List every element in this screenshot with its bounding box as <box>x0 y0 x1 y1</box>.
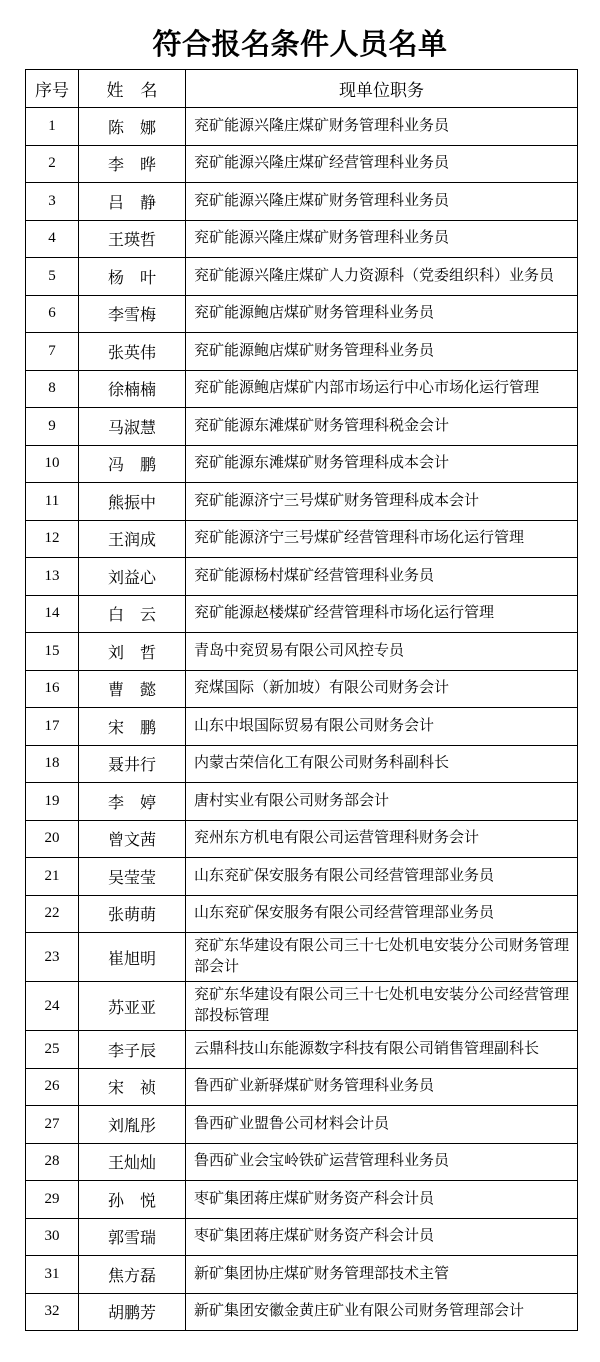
row-number-cell: 6 <box>26 295 79 333</box>
person-name-cell: 崔旭明 <box>79 933 186 982</box>
current-position-cell: 兖矿能源鲍店煤矿财务管理科业务员 <box>186 333 578 371</box>
row-number-cell: 23 <box>26 933 79 982</box>
person-name-cell: 刘益心 <box>79 558 186 596</box>
table-row <box>26 708 578 746</box>
row-number-cell: 10 <box>26 445 79 483</box>
row-number-cell: 13 <box>26 558 79 596</box>
table-row <box>26 1256 578 1294</box>
table-row <box>26 258 578 296</box>
person-name-cell: 王灿灿 <box>79 1143 186 1181</box>
row-number-cell: 29 <box>26 1181 79 1219</box>
row-number-cell: 12 <box>26 520 79 558</box>
column-header-position: 现单位职务 <box>186 70 578 108</box>
person-name-cell: 李 婷 <box>79 783 186 821</box>
person-name-cell: 马淑慧 <box>79 408 186 446</box>
person-name-cell: 郭雪瑞 <box>79 1218 186 1256</box>
table-row <box>26 858 578 896</box>
current-position-cell: 兖矿能源鲍店煤矿内部市场运行中心市场化运行管理 <box>186 370 578 408</box>
row-number-cell: 30 <box>26 1218 79 1256</box>
current-position-cell: 鲁西矿业新驿煤矿财务管理科业务员 <box>186 1068 578 1106</box>
table-row <box>26 108 578 146</box>
person-name-cell: 张萌萌 <box>79 895 186 933</box>
row-number-cell: 28 <box>26 1143 79 1181</box>
row-number-cell: 9 <box>26 408 79 446</box>
current-position-cell: 内蒙古荣信化工有限公司财务科副科长 <box>186 745 578 783</box>
row-number-cell: 15 <box>26 633 79 671</box>
person-name-cell: 熊振中 <box>79 483 186 521</box>
table-row <box>26 183 578 221</box>
row-number-cell: 11 <box>26 483 79 521</box>
eligible-personnel-table <box>25 69 578 1331</box>
table-row <box>26 1031 578 1069</box>
person-name-cell: 曾文茜 <box>79 820 186 858</box>
person-name-cell: 王润成 <box>79 520 186 558</box>
table-row <box>26 1106 578 1144</box>
current-position-cell: 兖矿能源兴隆庄煤矿人力资源科（党委组织科）业务员 <box>186 258 578 296</box>
table-row <box>26 558 578 596</box>
table-row <box>26 483 578 521</box>
person-name-cell: 胡鹏芳 <box>79 1293 186 1331</box>
row-number-cell: 25 <box>26 1031 79 1069</box>
table-row <box>26 220 578 258</box>
row-number-cell: 14 <box>26 595 79 633</box>
current-position-cell: 兖矿能源兴隆庄煤矿财务管理科业务员 <box>186 108 578 146</box>
row-number-cell: 26 <box>26 1068 79 1106</box>
table-row <box>26 982 578 1031</box>
table-row <box>26 820 578 858</box>
person-name-cell: 焦方磊 <box>79 1256 186 1294</box>
current-position-cell: 兖矿能源东滩煤矿财务管理科税金会计 <box>186 408 578 446</box>
current-position-cell: 新矿集团协庄煤矿财务管理部技术主管 <box>186 1256 578 1294</box>
person-name-cell: 孙 悦 <box>79 1181 186 1219</box>
table-row <box>26 445 578 483</box>
person-name-cell: 宋 祯 <box>79 1068 186 1106</box>
row-number-cell: 21 <box>26 858 79 896</box>
row-number-cell: 8 <box>26 370 79 408</box>
table-row <box>26 520 578 558</box>
row-number-cell: 4 <box>26 220 79 258</box>
table-row <box>26 370 578 408</box>
person-name-cell: 陈 娜 <box>79 108 186 146</box>
table-row <box>26 745 578 783</box>
person-name-cell: 冯 鹏 <box>79 445 186 483</box>
row-number-cell: 27 <box>26 1106 79 1144</box>
table-body <box>26 108 578 1331</box>
current-position-cell: 鲁西矿业会宝岭铁矿运营管理科业务员 <box>186 1143 578 1181</box>
table-row <box>26 1068 578 1106</box>
current-position-cell: 山东中垠国际贸易有限公司财务会计 <box>186 708 578 746</box>
current-position-cell: 兖矿能源济宁三号煤矿经营管理科市场化运行管理 <box>186 520 578 558</box>
current-position-cell: 唐村实业有限公司财务部会计 <box>186 783 578 821</box>
row-number-cell: 22 <box>26 895 79 933</box>
person-name-cell: 杨 叶 <box>79 258 186 296</box>
person-name-cell: 徐楠楠 <box>79 370 186 408</box>
table-row <box>26 1293 578 1331</box>
person-name-cell: 曹 懿 <box>79 670 186 708</box>
table-row <box>26 1218 578 1256</box>
current-position-cell: 枣矿集团蒋庄煤矿财务资产科会计员 <box>186 1181 578 1219</box>
table-header-row <box>26 70 578 108</box>
table-row <box>26 1143 578 1181</box>
current-position-cell: 兖煤国际（新加坡）有限公司财务会计 <box>186 670 578 708</box>
row-number-cell: 18 <box>26 745 79 783</box>
current-position-cell: 枣矿集团蒋庄煤矿财务资产科会计员 <box>186 1218 578 1256</box>
row-number-cell: 5 <box>26 258 79 296</box>
person-name-cell: 苏亚亚 <box>79 982 186 1031</box>
current-position-cell: 山东兖矿保安服务有限公司经营管理部业务员 <box>186 895 578 933</box>
table-row <box>26 408 578 446</box>
current-position-cell: 山东兖矿保安服务有限公司经营管理部业务员 <box>186 858 578 896</box>
table-row <box>26 595 578 633</box>
person-name-cell: 李子辰 <box>79 1031 186 1069</box>
current-position-cell: 鲁西矿业盟鲁公司材料会计员 <box>186 1106 578 1144</box>
current-position-cell: 兖矿能源杨村煤矿经营管理科业务员 <box>186 558 578 596</box>
current-position-cell: 兖州东方机电有限公司运营管理科财务会计 <box>186 820 578 858</box>
current-position-cell: 兖矿东华建设有限公司三十七处机电安装分公司财务管理部会计 <box>186 933 578 982</box>
table-header <box>26 70 578 108</box>
table-row <box>26 295 578 333</box>
row-number-cell: 17 <box>26 708 79 746</box>
current-position-cell: 兖矿能源鲍店煤矿财务管理科业务员 <box>186 295 578 333</box>
current-position-cell: 兖矿东华建设有限公司三十七处机电安装分公司经营管理部投标管理 <box>186 982 578 1031</box>
person-name-cell: 李 晔 <box>79 145 186 183</box>
row-number-cell: 3 <box>26 183 79 221</box>
person-name-cell: 刘 哲 <box>79 633 186 671</box>
table-row <box>26 333 578 371</box>
table-row <box>26 1181 578 1219</box>
current-position-cell: 兖矿能源东滩煤矿财务管理科成本会计 <box>186 445 578 483</box>
table-row <box>26 145 578 183</box>
table-row <box>26 670 578 708</box>
current-position-cell: 云鼎科技山东能源数字科技有限公司销售管理副科长 <box>186 1031 578 1069</box>
row-number-cell: 16 <box>26 670 79 708</box>
table-row <box>26 895 578 933</box>
current-position-cell: 兖矿能源济宁三号煤矿财务管理科成本会计 <box>186 483 578 521</box>
row-number-cell: 1 <box>26 108 79 146</box>
row-number-cell: 20 <box>26 820 79 858</box>
person-name-cell: 聂井行 <box>79 745 186 783</box>
person-name-cell: 吕 静 <box>79 183 186 221</box>
column-header-name: 姓 名 <box>79 70 186 108</box>
column-header-no: 序号 <box>26 70 79 108</box>
row-number-cell: 32 <box>26 1293 79 1331</box>
person-name-cell: 李雪梅 <box>79 295 186 333</box>
page-title: 符合报名条件人员名单 <box>152 29 448 61</box>
current-position-cell: 兖矿能源兴隆庄煤矿财务管理科业务员 <box>186 183 578 221</box>
table-row <box>26 933 578 982</box>
row-number-cell: 19 <box>26 783 79 821</box>
current-position-cell: 兖矿能源兴隆庄煤矿经营管理科业务员 <box>186 145 578 183</box>
person-name-cell: 吴莹莹 <box>79 858 186 896</box>
row-number-cell: 31 <box>26 1256 79 1294</box>
row-number-cell: 24 <box>26 982 79 1031</box>
person-name-cell: 刘胤彤 <box>79 1106 186 1144</box>
current-position-cell: 兖矿能源赵楼煤矿经营管理科市场化运行管理 <box>186 595 578 633</box>
person-name-cell: 宋 鹏 <box>79 708 186 746</box>
row-number-cell: 2 <box>26 145 79 183</box>
current-position-cell: 青岛中兖贸易有限公司风控专员 <box>186 633 578 671</box>
table-row <box>26 783 578 821</box>
person-name-cell: 白 云 <box>79 595 186 633</box>
row-number-cell: 7 <box>26 333 79 371</box>
person-name-cell: 王瑛哲 <box>79 220 186 258</box>
table-row <box>26 633 578 671</box>
person-name-cell: 张英伟 <box>79 333 186 371</box>
current-position-cell: 新矿集团安徽金黄庄矿业有限公司财务管理部会计 <box>186 1293 578 1331</box>
current-position-cell: 兖矿能源兴隆庄煤矿财务管理科业务员 <box>186 220 578 258</box>
